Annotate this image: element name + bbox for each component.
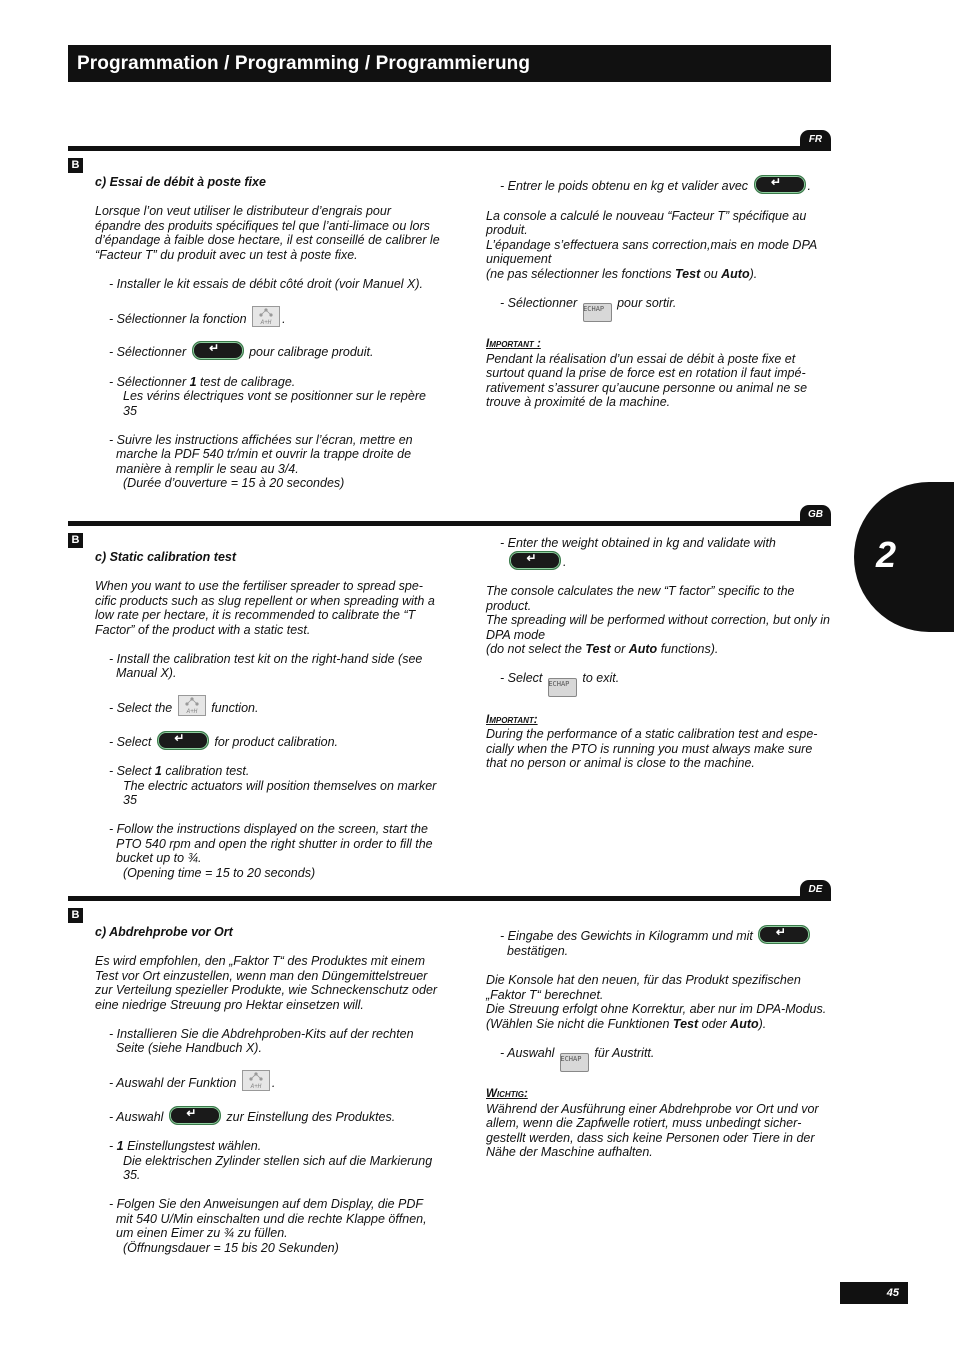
step-2: - Auswahl der Funktion A+H . — [95, 1070, 440, 1091]
exit-step: - Auswahl ECHAP für Austritt. — [486, 1046, 831, 1072]
important-text: Pendant la réalisation d’un essai de débit à poste fixe et surtout quand la prise de force est en rotation il faut impérativement s’assurer qu’aucune personne ou animal ne se trouve à proximité de la machine. — [486, 351, 808, 409]
section-marker: B — [68, 158, 83, 173]
intro-text: Es wird empfohlen, den „Faktor T“ des Produktes mit einem Test vor Ort einzustellen, wenn man den Düngemittelstreuer zur Verteilung spezieller Produkte, wie Schneckenschutz oder eine niedrige Streuung pro Hektar einsetzen will. — [95, 954, 438, 1012]
step-3: - Auswahl ↵ zur Einstellung des Produktes. — [95, 1106, 440, 1125]
tree-function-icon — [242, 1070, 270, 1091]
important-note — [486, 712, 831, 771]
chapter-tab — [854, 482, 954, 632]
important-label: Important : — [486, 338, 541, 350]
intro-text: When you want to use the fertiliser spreader to spread specific products such as slug repellent or when spreading with a low rate per hectare, it is recommended to calibrate the “T Factor” of the product with a static test. — [95, 579, 435, 637]
enter-key-icon — [758, 925, 810, 944]
important-note — [486, 1086, 831, 1160]
page-title: Programmation / Programming / Programmierung — [77, 53, 531, 74]
right-step-1: - Enter the weight obtained in kg and validate with ↵. — [486, 536, 831, 570]
svg-text:A+H: A+H — [186, 708, 198, 715]
step-3: - Select ↵ for product calibration. — [95, 731, 440, 750]
important-note — [486, 336, 831, 410]
right-step-1: - Entrer le poids obtenu en kg et valider avec ↵ . — [486, 175, 831, 194]
section-heading: c) Abdrehprobe vor Ort — [95, 925, 233, 939]
step-4: - Select 1 calibration test. The electric actuators will position themselves on marker 35 — [109, 764, 437, 807]
important-text: Während der Ausführung einer Abdrehprobe vor Ort und vor allem, wenn die Zapfwelle rotiert, muss unbedingt sichergestellt werden, dass sich keine Personen oder Tiere in der Nähe der Maschine aufhalten. — [486, 1101, 819, 1159]
step-5: - Follow the instructions displayed on the screen, start the PTO 540 rpm and open the right shutter in order to fill the bucket up to ¾. (Opening time = 15 to 20 seconds) — [109, 822, 433, 880]
console-text: The console calculates the new “T factor” specific to the product. The spreading will be performed without correction, but only in DPA mode (do not select the Test or Auto functions). — [486, 584, 830, 656]
left-column — [95, 550, 440, 895]
section-heading: c) Essai de débit à poste fixe — [95, 175, 266, 189]
section-rule — [68, 521, 831, 526]
important-text: During the performance of a static calibration test and especially when the PTO is running you must always make sure that no person or animal is close to the machine. — [486, 727, 818, 770]
intro-text: Lorsque l’on veut utiliser le distributeur d’engrais pour épandre des produits spécifiques tel que l’anti-limace ou lors d’épandage à faible dose hectare, il est conseillé de calibrer le “Facteur T” du produit avec un test à poste fixe. — [95, 204, 440, 262]
lang-tab-gb: GB — [800, 505, 831, 524]
enter-key-icon — [192, 341, 244, 360]
section-marker: B — [68, 533, 83, 548]
echap-key-icon: ECHAP — [548, 678, 577, 697]
enter-key-icon — [509, 551, 561, 570]
right-column — [486, 536, 831, 785]
important-label: Important: — [486, 713, 538, 726]
step-3: - Sélectionner ↵ pour calibrage produit. — [95, 341, 440, 360]
svg-text:A+H: A+H — [250, 1083, 262, 1090]
console-text: La console a calculé le nouveau “Facteur T” spécifique au produit. L’épandage s’effectuera sans correction,mais en mode DPA uniquement (ne pas sélectionner les fonctions Test ou Auto). — [486, 208, 817, 281]
exit-step: - Sélectionner ECHAP pour sortir. — [486, 296, 831, 322]
lang-tab-fr: FR — [800, 130, 831, 149]
left-column — [95, 925, 440, 1270]
section-heading: c) Static calibration test — [95, 550, 237, 564]
page-number: 45 — [840, 1282, 908, 1304]
step-1: - Installieren Sie die Abdrehproben-Kits auf der rechten Seite (siehe Handbuch X). — [109, 1026, 414, 1055]
step-2: - Select the A+H function. — [95, 695, 440, 716]
exit-step: - Select ECHAP to exit. — [486, 671, 831, 697]
echap-key-icon: ECHAP — [560, 1053, 589, 1072]
section-marker: B — [68, 908, 83, 923]
right-column — [486, 175, 831, 424]
step-4: - 1 Einstellungstest wählen. Die elektrischen Zylinder stellen sich auf die Markierung 35. — [109, 1139, 433, 1182]
left-column — [95, 175, 440, 505]
step-5: - Folgen Sie den Anweisungen auf dem Display, die PDF mit 540 U/Min einschalten und die rechte Klappe öffnen, um einen Eimer zu ¾ zu füllen. (Öffnungsdauer = 15 bis 20 Sekunden) — [109, 1197, 427, 1255]
important-label: Wichtig: — [486, 1088, 528, 1100]
step-4: - Sélectionner 1 test de calibrage. Les vérins électriques vont se positionner sur le repère 35 — [109, 374, 426, 418]
enter-key-icon — [169, 1106, 221, 1125]
lang-tab-de: DE — [800, 880, 831, 899]
step-1: - Install the calibration test kit on the right-hand side (see Manual X). — [109, 651, 423, 680]
step-5: - Suivre les instructions affichées sur l’écran, mettre en marche la PDF 540 tr/min et ouvrir la trappe droite de manière à remplir le seau au 3/4. (Durée d’ouverture = 15 à 20 secondes) — [109, 432, 413, 490]
step-1: - Installer le kit essais de débit côté droit (voir Manuel X). — [109, 276, 424, 291]
enter-key-icon — [157, 731, 209, 750]
right-step-1: - Eingabe des Gewichts in Kilogramm und mit ↵ bestätigen. — [486, 925, 831, 959]
console-text: Die Konsole hat den neuen, für das Produkt spezifischen „Faktor T“ berechnet. Die Streuung erfolgt ohne Korrektur, aber nur im DPA-Modus. (Wählen Sie nicht die Funktionen Test oder Auto). — [486, 973, 827, 1031]
step-2: - Sélectionner la fonction A+H . — [95, 306, 440, 327]
page-header — [68, 45, 831, 82]
tree-function-icon — [178, 695, 206, 716]
tree-function-icon — [252, 306, 280, 327]
svg-text:A+H: A+H — [260, 318, 272, 326]
right-column — [486, 925, 831, 1174]
echap-key-icon: ECHAP — [583, 303, 612, 322]
section-rule — [68, 146, 831, 151]
chapter-number: 2 — [876, 534, 897, 575]
enter-key-icon — [754, 175, 806, 194]
section-rule — [68, 896, 831, 901]
